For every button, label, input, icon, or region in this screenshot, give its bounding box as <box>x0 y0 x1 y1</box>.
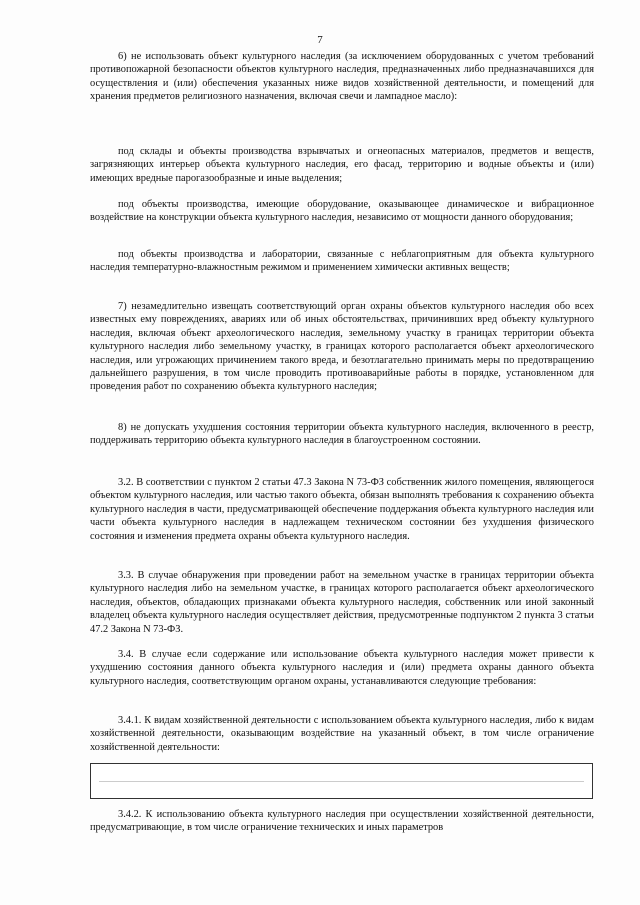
page-number: 7 <box>317 34 323 46</box>
paragraph-3-2: 3.2. В соответствии с пунктом 2 статьи 47.3 Закона N 73-ФЗ собственник жилого помещения, являющегося объектом культурного наследия, или частью такого объекта, обязан выполнять требования к сохранению объекта культурного наследия в части, предусматривающей обеспечение поддержания объекта культурного наследия или части объекта культурного наследия в надлежащем техническом состоянии без ухудшения физического состояния и изменения предмета охраны объекта культурного наследия. <box>90 477 594 542</box>
paragraph-3-3: 3.3. В случае обнаружения при проведении работ на земельном участке в границах территории объекта культурного наследия либо на земельном участке, в границах которого располагается объект археологического наследия, объектов, обладающих признаками объекта культурного наследия, собственник или иной законный владелец объекта культурного наследия осуществляет действия, предусмотренные подпунктом 2 пункта 3 статьи 47.2 Закона N 73-ФЗ. <box>90 570 594 635</box>
paragraph-6: 6) не использовать объект культурного наследия (за исключением оборудованных с учетом требований противопожарной безопасности объектов культурного наследия, предназначенных либо предназначавшихся для осуществления и (или) обеспечения указанных ниже видов хозяйственной деятельности, и помещений для хранения предметов религиозного назначения, включая свечи и лампадное масло): <box>90 51 594 103</box>
paragraph-3-4-1: 3.4.1. К видам хозяйственной деятельности с использованием объекта культурного наследия, либо к видам хозяйственной деятельности, оказывающим воздействие на указанный объект, в том числе ограничение хозяйственной деятельности: <box>90 715 594 753</box>
fill-in-box[interactable] <box>90 763 593 799</box>
paragraph-3-4: 3.4. В случае если содержание или использование объекта культурного наследия может привести к ухудшению состояния данного объекта культурного наследия и (или) предмета охраны данного объекта культурного наследия, соответствующим органом охраны, устанавливаются следующие требования: <box>90 649 594 687</box>
fill-in-line <box>99 781 584 782</box>
paragraph-6-laboratories: под объекты производства и лаборатории, связанные с неблагоприятным для объекта культурного наследия температурно-влажностным режимом и применением химически активных веществ; <box>90 249 594 274</box>
paragraph-8: 8) не допускать ухудшения состояния территории объекта культурного наследия, включенного в реестр, поддерживать территорию объекта культурного наследия в благоустроенном состоянии. <box>90 422 594 447</box>
paragraph-6-storage: под склады и объекты производства взрывчатых и огнеопасных материалов, предметов и веществ, загрязняющих интерьер объекта культурного наследия, его фасад, территорию и водные объекты и (или) имеющих вредные парогазообразные и иные выделения; <box>90 146 594 184</box>
paragraph-3-4-2: 3.4.2. К использованию объекта культурного наследия при осуществлении хозяйственной деятельности, предусматривающие, в том числе ограничение технических и иных параметров <box>90 809 594 834</box>
paragraph-6-production: под объекты производства, имеющие оборудование, оказывающее динамическое и вибрационное воздействие на конструкции объекта культурного наследия, независимо от мощности данного оборудования; <box>90 199 594 224</box>
paragraph-7: 7) незамедлительно извещать соответствующий орган охраны объектов культурного наследия обо всех известных ему повреждениях, авариях или об иных обстоятельствах, причинивших вред объекту культурного наследия, включая объект археологического наследия, земельному участку в границах территории объекта культурного наследия либо земельному участку, в границах которого располагается объект археологического наследия, или угрожающих причинением такого вреда, и безотлагательно принимать меры по предотвращению дальнейшего разрушения, в том числе проводить противоаварийные работы в порядке, установленном для проведения работ по сохранению объекта культурного наследия; <box>90 301 594 393</box>
